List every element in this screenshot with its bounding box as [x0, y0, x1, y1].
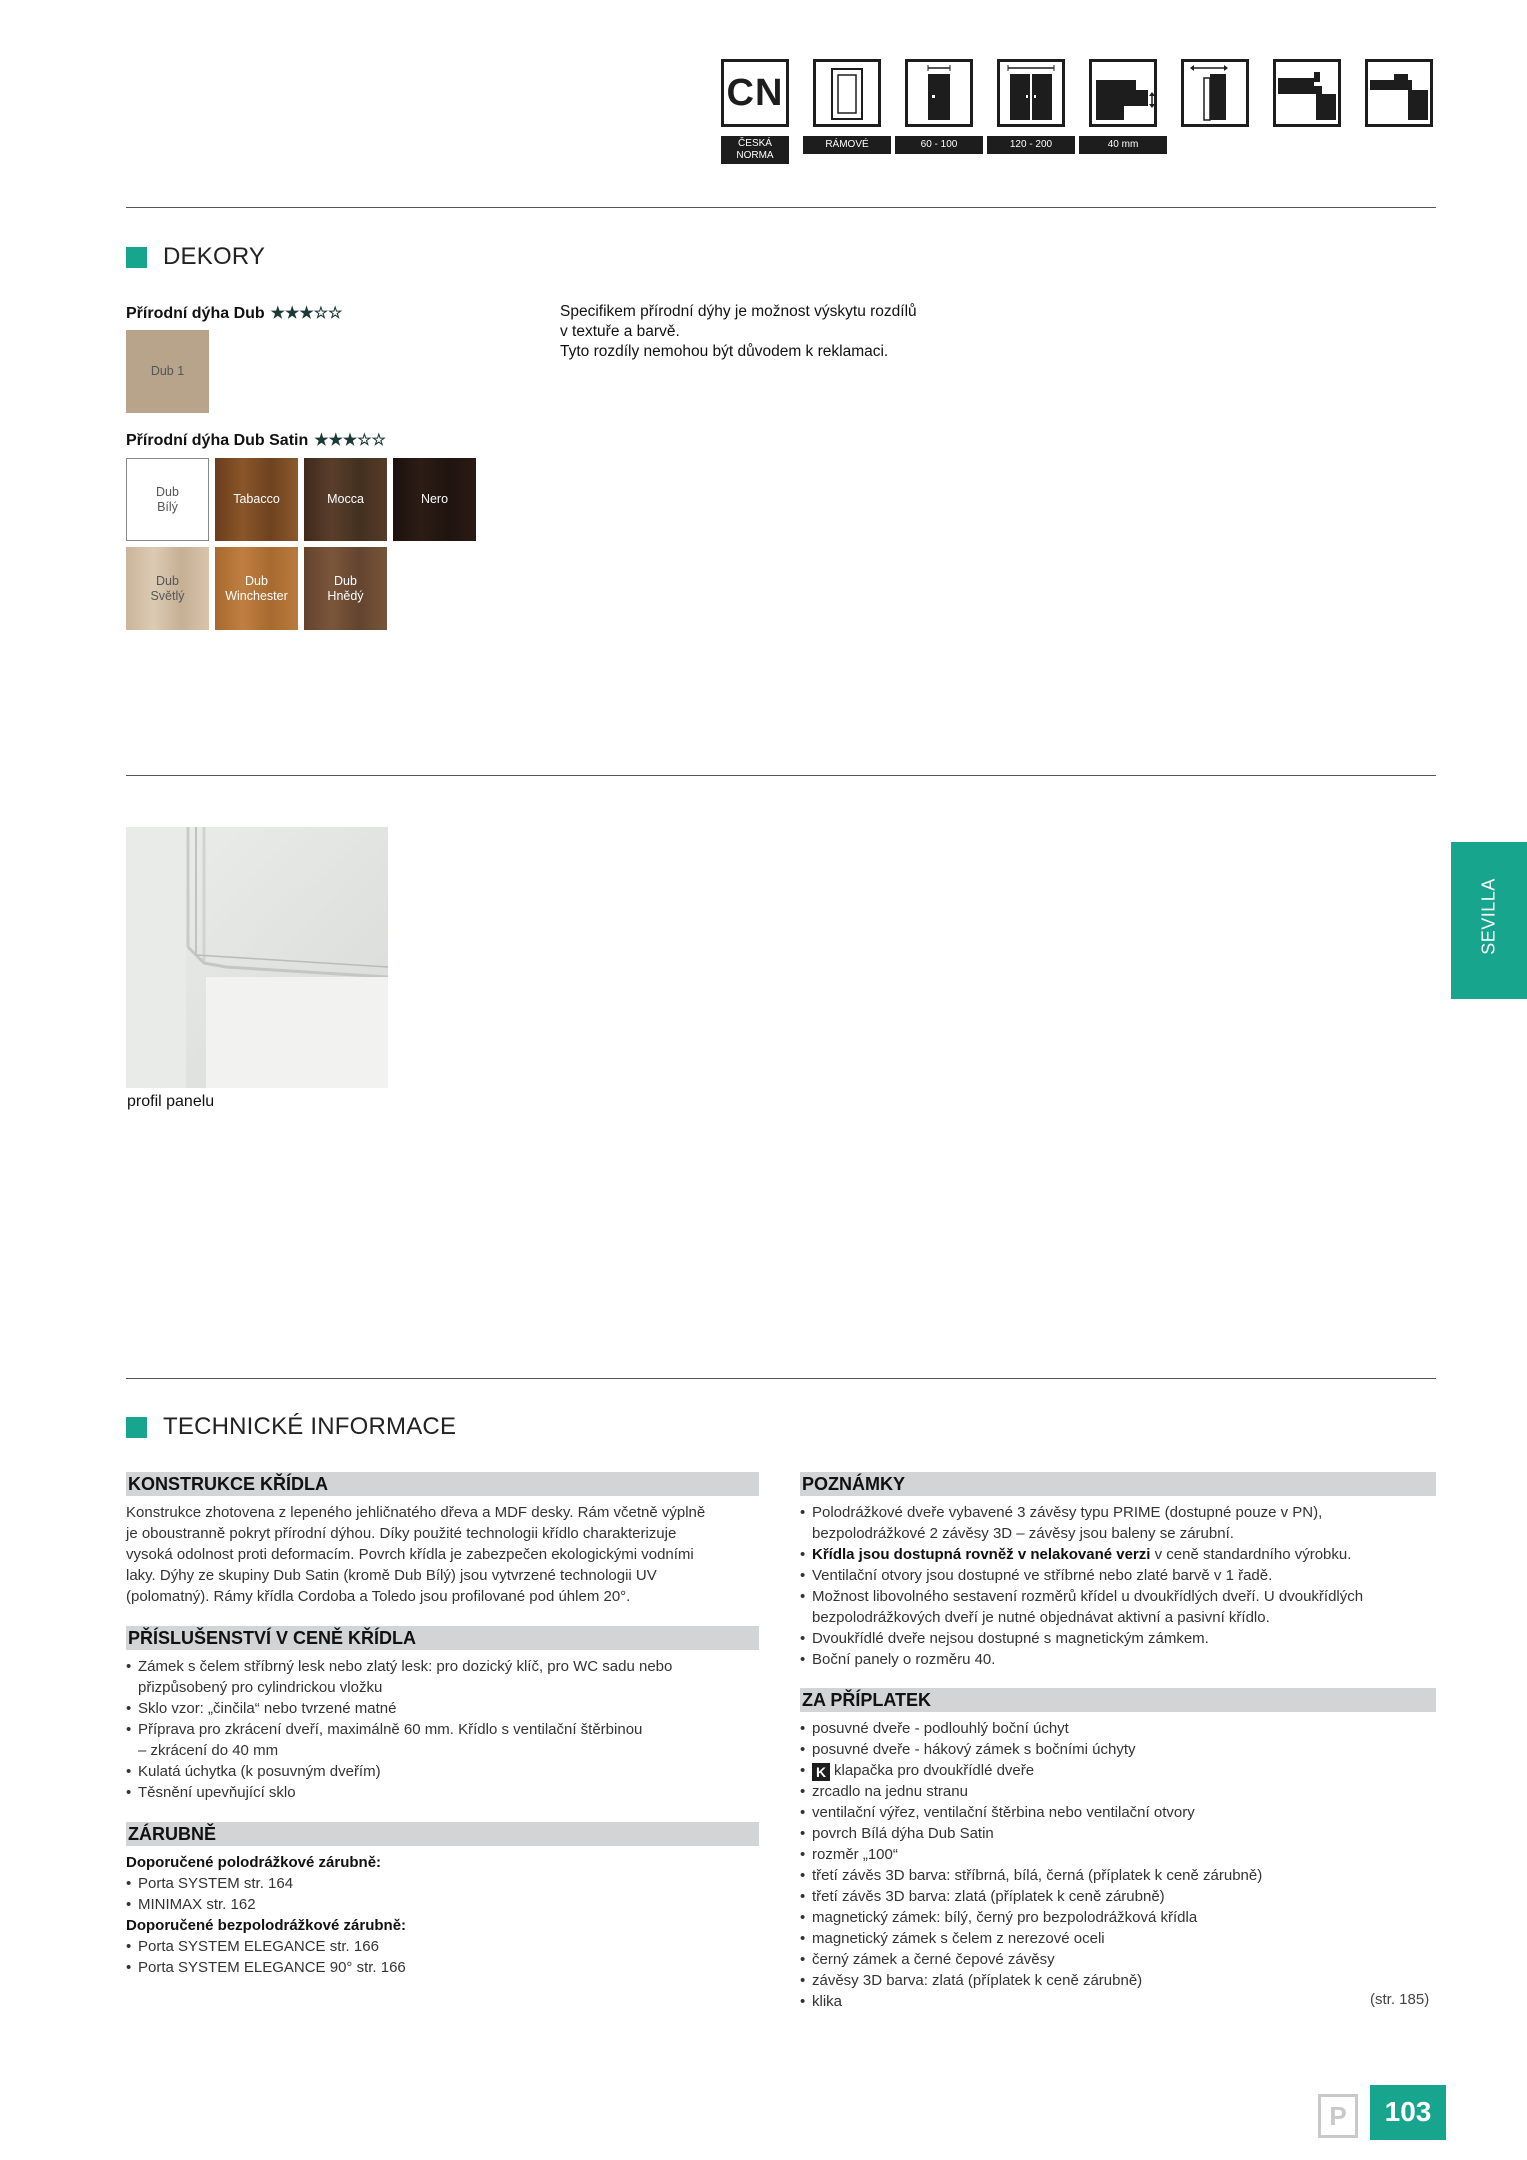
list-item: • K klapačka pro dvoukřídlé dveře [800, 1760, 1440, 1781]
decor-swatch[interactable]: Mocca [304, 458, 387, 541]
list-item: • zrcadlo na jednu stranu [800, 1781, 1440, 1802]
list-item: • Porta SYSTEM ELEGANCE 90° str. 166 [126, 1957, 766, 1978]
rating-stars: ★★★☆☆ [314, 432, 386, 449]
list-item: • Boční panely o rozměru 40. [800, 1649, 1440, 1670]
list-item: • posuvné dveře - hákový zámek s bočními úchyty [800, 1739, 1440, 1760]
list-item: • klika [800, 1991, 1440, 2012]
list-item: • Těsnění upevňující sklo [126, 1782, 766, 1803]
list-item: • ventilační výřez, ventilační štěrbina nebo ventilační otvory [800, 1802, 1440, 1823]
list-item: • Kulatá úchytka (k posuvným dveřím) [126, 1761, 766, 1782]
decor-swatch[interactable]: Dub Světlý [126, 547, 209, 630]
non-rebated-door-icon [1365, 59, 1433, 127]
frame-door-label: RÁMOVÉ [803, 136, 891, 154]
double-door-width-icon [997, 59, 1065, 127]
tech-title: TECHNICKÉ INFORMACE [163, 1413, 457, 1440]
single-door-width-label: 60 - 100 [895, 136, 983, 154]
rebated-door-icon [1273, 59, 1341, 127]
door-thickness-icon [1089, 59, 1157, 127]
list-item: • Polodrážkové dveře vybavené 3 závěsy typu PRIME (dostupné pouze v PN), bezpolodrážkové 2 závěsy 3D – závěsy jsou baleny se zárubní. [800, 1502, 1440, 1544]
prislusenstvi-heading: PŘÍSLUŠENSTVÍ V CENĚ KŘÍDLA [126, 1626, 759, 1650]
list-item: • třetí závěs 3D barva: zlatá (příplatek k ceně zárubně) [800, 1886, 1440, 1907]
door-thickness-label: 40 mm [1079, 136, 1167, 154]
section-marker [126, 1417, 147, 1438]
profile-caption: profil panelu [127, 1093, 215, 1110]
rating-stars: ★★★☆☆ [270, 305, 343, 322]
cn-norm-icon: CN [721, 59, 789, 127]
list-item: • Příprava pro zkrácení dveří, maximálně 60 mm. Křídlo s ventilační štěrbinou – zkrácení do 40 mm [126, 1719, 766, 1761]
side-tab-label: SEVILLA [1478, 878, 1499, 955]
konstrukce-text: Konstrukce zhotovena z lepeného jehličnatého dřeva a MDF desky. Rám včetně výplně je oboustranně pokryt přírodní dýhou. Díky použité technologii křídlo charakterizuje vysoká odolnost proti deformacím. Povrch křídla je zabezpečen ekologickými vodními laky. Dýhy ze skupiny Dub Satin (kromě Dub Bílý) jsou vytvrzené technologii UV (polomatný). Rámy křídla Cordoba a Toledo jsou profilované pod úhlem 20°. [126, 1504, 706, 1605]
list-item: • Křídla jsou dostupná rovněž v nelakované verzi v ceně standardního výrobku. [800, 1544, 1440, 1565]
decor-swatch[interactable]: Dub Winchester [215, 547, 298, 630]
divider [126, 1378, 1436, 1379]
page-number: 103 [1370, 2085, 1446, 2140]
divider [126, 207, 1436, 208]
list-item: • povrch Bílá dýha Dub Satin [800, 1823, 1440, 1844]
poznamky-list [800, 1502, 1440, 1670]
page-reference[interactable]: (str. 185) [1370, 1991, 1430, 2008]
list-item: • magnetický zámek s čelem z nerezové oceli [800, 1928, 1440, 1949]
list-item: • Ventilační otvory jsou dostupné ve stříbrné nebo zlaté barvě v 1 řadě. [800, 1565, 1440, 1586]
list-item: • magnetický zámek: bílý, černý pro bezpolodrážková křídla [800, 1907, 1440, 1928]
list-item: • Dvoukřídlé dveře nejsou dostupné s magnetickým zámkem. [800, 1628, 1440, 1649]
list-item: • Zámek s čelem stříbrný lesk nebo zlatý lesk: pro dozický klíč, pro WC sadu nebo přizpůsobený pro cylindrickou vložku [126, 1656, 766, 1698]
zarubne-heading: ZÁRUBNĚ [126, 1822, 759, 1846]
decor-swatch[interactable]: Dub Hnědý [304, 547, 387, 630]
zarubne-text: Doporučené polodrážkové zárubně: • Porta SYSTEM str. 164 • MINIMAX str. 162 Doporučené bezpolodrážkové zárubně: • Porta SYSTEM ELEGANCE str. 166 • Porta SYSTEM ELEGANCE 90° str. 166 [126, 1852, 766, 1978]
priplatek-list [800, 1718, 1440, 2012]
konstrukce-heading: KONSTRUKCE KŘÍDLA [126, 1472, 759, 1496]
side-tab[interactable] [1451, 842, 1527, 999]
list-item: • Sklo vzor: „činčila“ nebo tvrzené matné [126, 1698, 766, 1719]
prislusenstvi-list [126, 1656, 766, 1803]
decor-note: Specifikem přírodní dýhy je možnost výskytu rozdílů v textuře a barvě. Tyto rozdíly nemohou být důvodem k reklamaci. [560, 303, 917, 360]
k-badge-icon: K [812, 1763, 830, 1781]
list-item: • Porta SYSTEM str. 164 [126, 1873, 766, 1894]
list-item: • závěsy 3D barva: zlatá (příplatek k ceně zárubně) [800, 1970, 1440, 1991]
decor-group-title: Přírodní dýha Dub ★★★☆☆ [126, 305, 343, 322]
decor-swatch[interactable]: Nero [393, 458, 476, 541]
sliding-door-icon [1181, 59, 1249, 127]
decor-swatch[interactable]: Dub 1 [126, 330, 209, 413]
decor-swatch[interactable]: Tabacco [215, 458, 298, 541]
list-item: • MINIMAX str. 162 [126, 1894, 766, 1915]
double-door-width-label: 120 - 200 [987, 136, 1075, 154]
priplatek-heading: ZA PŘÍPLATEK [800, 1688, 1436, 1712]
list-item: • posuvné dveře - podlouhlý boční úchyt [800, 1718, 1440, 1739]
list-item: • černý zámek a černé čepové závěsy [800, 1949, 1440, 1970]
decor-group-title: Přírodní dýha Dub Satin ★★★☆☆ [126, 432, 386, 449]
section-marker [126, 247, 147, 268]
cn-norm-label: ČESKÁ NORMA [721, 136, 789, 164]
decor-swatch[interactable]: Dub Bílý [126, 458, 209, 541]
list-item: • Porta SYSTEM ELEGANCE str. 166 [126, 1936, 766, 1957]
list-item: • rozměr „100“ [800, 1844, 1440, 1865]
porta-logo-icon: P [1318, 2094, 1358, 2138]
single-door-width-icon [905, 59, 973, 127]
list-item: • třetí závěs 3D barva: stříbrná, bílá, černá (příplatek k ceně zárubně) [800, 1865, 1440, 1886]
panel-profile-image [126, 827, 388, 1088]
list-item: • Možnost libovolného sestavení rozměrů křídel u dvoukřídlých dveří. U dvoukřídlých bezpolodrážkových dveří je nutné objednávat aktivní a pasivní křídlo. [800, 1586, 1440, 1628]
poznamky-heading: POZNÁMKY [800, 1472, 1436, 1496]
frame-door-icon [813, 59, 881, 127]
decors-title: DEKORY [163, 243, 266, 270]
divider [126, 775, 1436, 776]
